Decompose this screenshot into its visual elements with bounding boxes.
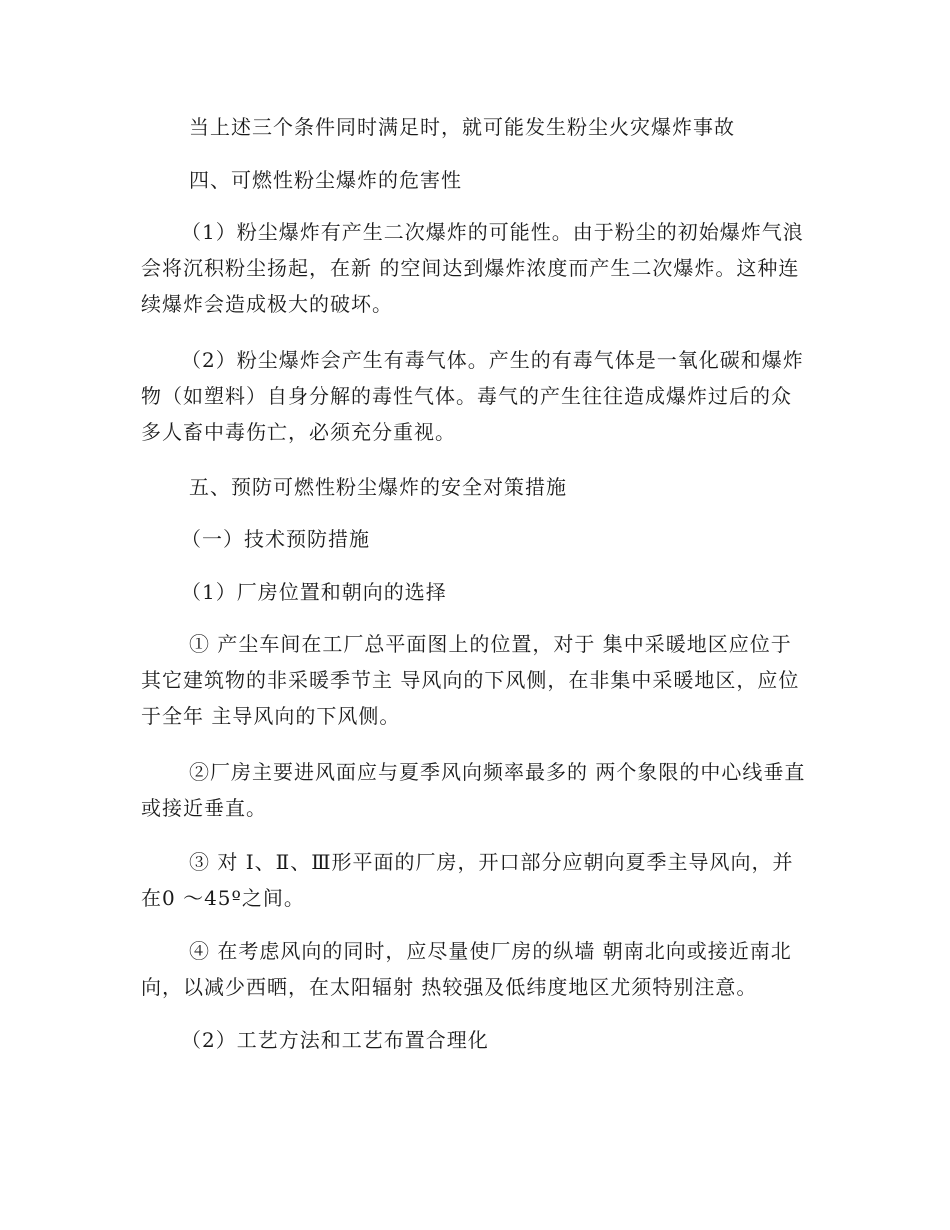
paragraph-secondary-explosion: （1）粉尘爆炸有产生二次爆炸的可能性。由于粉尘的初始爆炸气浪会将沉积粉尘扬起，在新 的空间达到爆炸浓度而产生二次爆炸。这种连续爆炸会造成极大的破坏。 bbox=[141, 220, 804, 316]
list-item-2-air-inlet: ②厂房主要进风面应与夏季风向频率最多的 两个象限的中心线垂直或接近垂直。 bbox=[141, 760, 806, 820]
list-item-1-workshop-position: ① 产尘车间在工厂总平面图上的位置，对于 集中采暖地区应位于其它建筑物的非采暖季节主 导风向的下风侧，在非集中采暖地区，应位于全年 主导风向的下风侧。 bbox=[141, 632, 800, 728]
item-heading-plant-location: （1）厂房位置和朝向的选择 bbox=[181, 580, 447, 604]
subsection-heading-technical: （一）技术预防措施 bbox=[181, 527, 370, 551]
list-item-3-plan-shapes: ③ 对 Ⅰ、Ⅱ、Ⅲ形平面的厂房，开口部分应朝向夏季主导风向，并在0 ～45º之间。 bbox=[141, 850, 794, 910]
list-item-4-wall-orientation: ④ 在考虑风向的同时，应尽量使厂房的纵墙 朝南北向或接近南北向，以减少西晒，在太阳辐射 热较强及低纬度地区尤须特别注意。 bbox=[141, 939, 792, 999]
paragraph-condition-summary: 当上述三个条件同时满足时，就可能发生粉尘火灾爆炸事故 bbox=[189, 115, 735, 139]
section-heading-prevention: 五、预防可燃性粉尘爆炸的安全对策措施 bbox=[189, 475, 567, 499]
item-heading-process-layout: （2）工艺方法和工艺布置合理化 bbox=[181, 1028, 489, 1052]
section-heading-hazards: 四、可燃性粉尘爆炸的危害性 bbox=[189, 168, 462, 192]
paragraph-toxic-gas: （2）粉尘爆炸会产生有毒气体。产生的有毒气体是一氧化碳和爆炸物（如塑料）自身分解的毒性气体。毒气的产生往往造成爆炸过后的众多人畜中毒伤亡，必须充分重视。 bbox=[141, 348, 804, 444]
